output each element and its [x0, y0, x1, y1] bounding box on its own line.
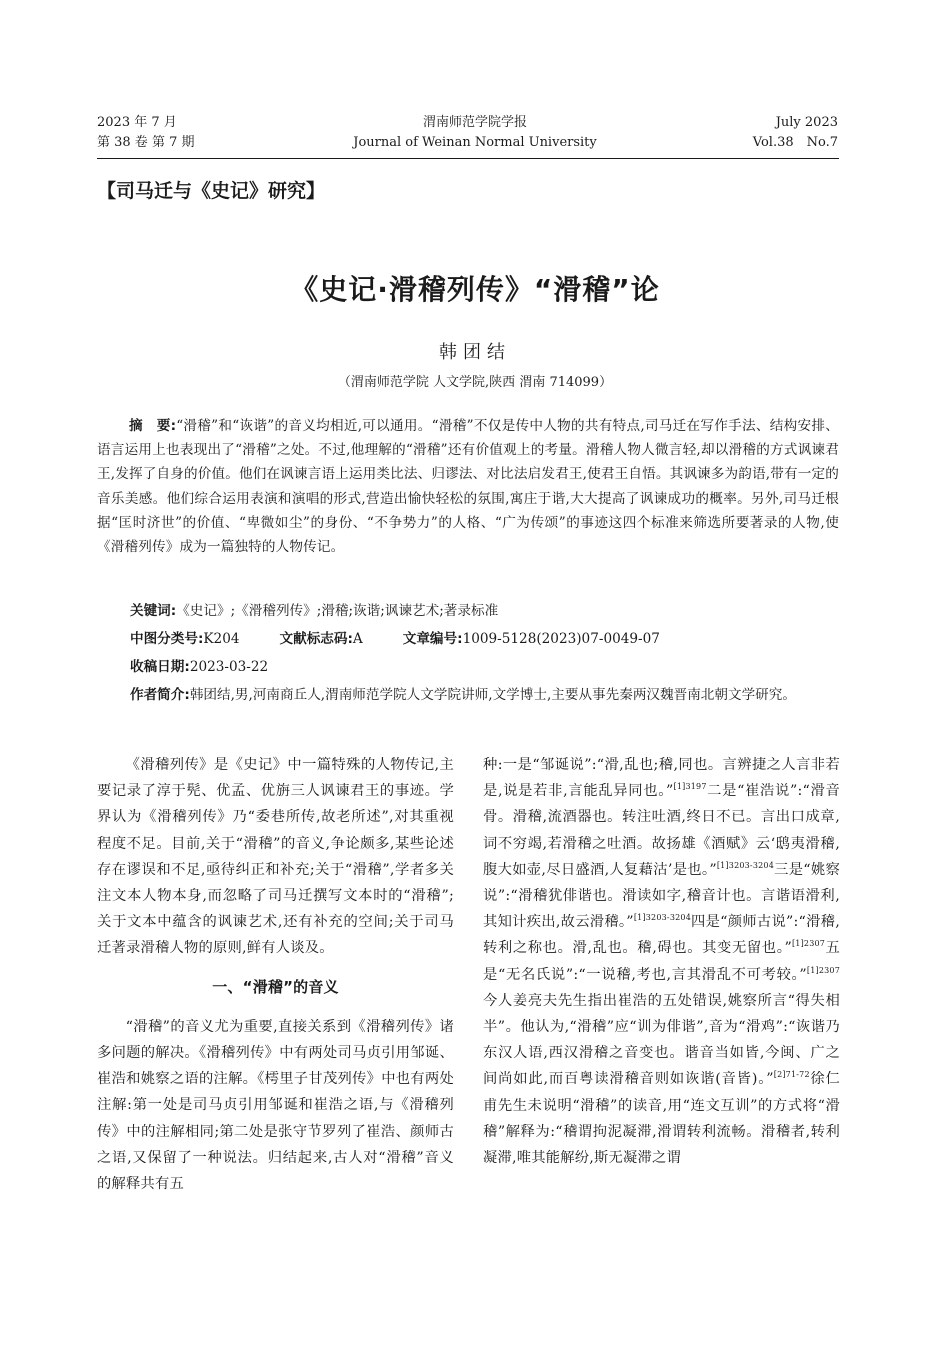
section-heading: 一、“滑稽”的音义 [212, 977, 339, 996]
body-paragraph: 《滑稽列传》是《史记》中一篇特殊的人物传记,主要记录了淳于髡、优孟、优旃三人讽谏君王的事迹。学界认为《滑稽列传》乃“委巷所传,故老所述”,对其重视程度不足。目前,关于“滑稽”的音义,争论颇多,某些论述存在谬误和不足,亟待纠正和补充;关于“滑稽”,学者多关注文本人物本身,而忽略了司马迁撰写文本时的“滑稽”;关于文本中蕴含的讽谏艺术,还有补充的空间;关于司马迁著录滑稽人物的原则,鲜有人谈及。 [97, 757, 454, 957]
abstract-text: “滑稽”和“诙谐”的音义均相近,可以通用。“滑稽”不仅是传中人物的共有特点,司马迁在写作手法、结构安排、语言运用上也表现出了“滑稽”之处。不过,他理解的“滑稽”还有价值观上的考量。滑稽人物人微言轻,却以滑稽的方式讽谏君王,发挥了自身的价值。他们在讽谏言语上运用类比法、归谬法、对比法启发君王,使君王自悟。其讽谏多为韵语,带有一定的音乐美感。他们综合运用表演和演唱的形式,营造出愉快轻松的氛围,寓庄于谐,大大提高了讽谏成功的概率。另外,司马迁根据“匡时济世”的价值、“卑微如尘”的身份、“不争势力”的人格、“广为传颂”的事迹这四个标准来筛选所要著录的人物,使《滑稽列传》成为一篇独特的人物传记。 [97, 418, 839, 556]
abstract-label: 摘 要: [129, 418, 177, 434]
issue-date-en: July 2023 [775, 115, 838, 130]
author-bio [97, 683, 839, 707]
citation: [1]3203-3204 [633, 913, 691, 923]
classification [130, 628, 660, 650]
author-bio-value: 韩团结,男,河南商丘人,渭南师范学院人文学院讲师,文学博士,主要从事先秦两汉魏晋南北朝文学研究。 [189, 687, 796, 703]
clc-value: K204 [203, 631, 240, 647]
article-title: 《史记·滑稽列传》“滑稽”论 [290, 273, 660, 306]
doc-code-value: A [352, 631, 363, 647]
body-paragraph: “滑稽”的音义尤为重要,直接关系到《滑稽列传》诸多问题的解决。《滑稽列传》中有两处司马贞引用邹诞、崔浩和姚察之语的注解。《樗里子甘茂列传》中也有两处注解:第一处是司马贞引用邹诞和崔浩之语,与《滑稽列传》中的注解相同;第二处是张守节罗列了崔浩、颜师古之语,又保留了一种说法。归结起来,古人对“滑稽”音义的解释共有五 [97, 1018, 454, 1193]
citation: [1]3197 [673, 782, 707, 792]
header-right [753, 113, 838, 153]
citation: [1]2307 [806, 965, 840, 975]
journal-name-cn: 渭南师范学院学报 [422, 115, 527, 130]
citation: [2]71-72 [773, 1070, 810, 1080]
volume-issue-en: Vol.38 No.7 [752, 135, 838, 150]
body-column-left [97, 752, 454, 1197]
keywords-value: 《史记》;《滑稽列传》;滑稽;诙谐;讽谏艺术;著录标准 [176, 603, 499, 619]
issue-date: 2023 年 7 月 [97, 115, 177, 130]
article-number-label: 文章编号: [402, 631, 463, 647]
clc-label: 中图分类号: [130, 631, 204, 647]
keywords-label: 关键词: [130, 603, 177, 619]
keywords [130, 600, 498, 622]
affiliation: （渭南师范学院 人文学院,陕西 渭南 714099） [337, 375, 613, 390]
author-name: 韩团结 [439, 342, 511, 363]
received-value: 2023-03-22 [189, 659, 269, 675]
header-rule [97, 158, 839, 159]
volume-issue: 第 38 卷 第 7 期 [97, 135, 195, 150]
author-bio-label: 作者简介: [130, 687, 190, 703]
received-label: 收稿日期: [130, 659, 190, 675]
citation: [1]3203-3204 [716, 861, 774, 871]
body-column-right [483, 752, 840, 1171]
abstract [97, 414, 839, 559]
section-tag: 【司马迁与《史记》研究】 [97, 180, 326, 202]
journal-name-en: Journal of Weinan Normal University [353, 135, 597, 150]
body-paragraph-continued: 种:一是“邹诞说”:“滑,乱也;稽,同也。言辨捷之人言非若是,说是若非,言能乱异同也。”$^{[1]3197}$二是“崔浩说”:“滑音骨。滑稽,流酒器也。转注吐酒,终日不已。言出口成章,词不穷竭,若滑稽之吐酒。故扬雄《酒赋》云‘鸱夷滑稽,腹大如壶,尽日盛酒,人复藉沽’是也。”$^{[1]3203-3204}$三是“姚察说”:“滑稽犹俳谐也。滑读如字,稽音计也。言谐语滑利,其知计疾出,故云滑稽。”$^{[1]3203-3204}$四是“颜师古说”:“滑稽,转利之称也。滑,乱也。稽,碍也。其变无留也。”$^{[1]2307}$五是“无名氏说”:“一说稽,考也,言其滑乱不可考较。”$^{[1]2307}$今人姜亮夫先生指出崔浩的五处错误,姚察所言“得失相半”。他认为,“滑稽”应“训为俳谐”,音为“滑鸡”:“诙谐乃东汉人语,西汉滑稽之音变也。谐音当如皆,今闽、广之间尚如此,而百粤读滑稽音则如诙谐(音皆)。”$^{[2]71-72}$徐仁甫先生未说明“滑稽”的读音,用“连文互训”的方式将“滑稽”解释为:“稽谓拘泥凝滞,滑谓转利流畅。滑稽者,转利凝滞,唯其能解纷,斯无凝滞之谓 [483, 757, 840, 1167]
citation: [1]2307 [791, 939, 826, 949]
article-number-value: 1009-5128(2023)07-0049-07 [462, 631, 660, 647]
doc-code-label: 文献标志码: [279, 631, 353, 647]
received-date [130, 656, 268, 678]
